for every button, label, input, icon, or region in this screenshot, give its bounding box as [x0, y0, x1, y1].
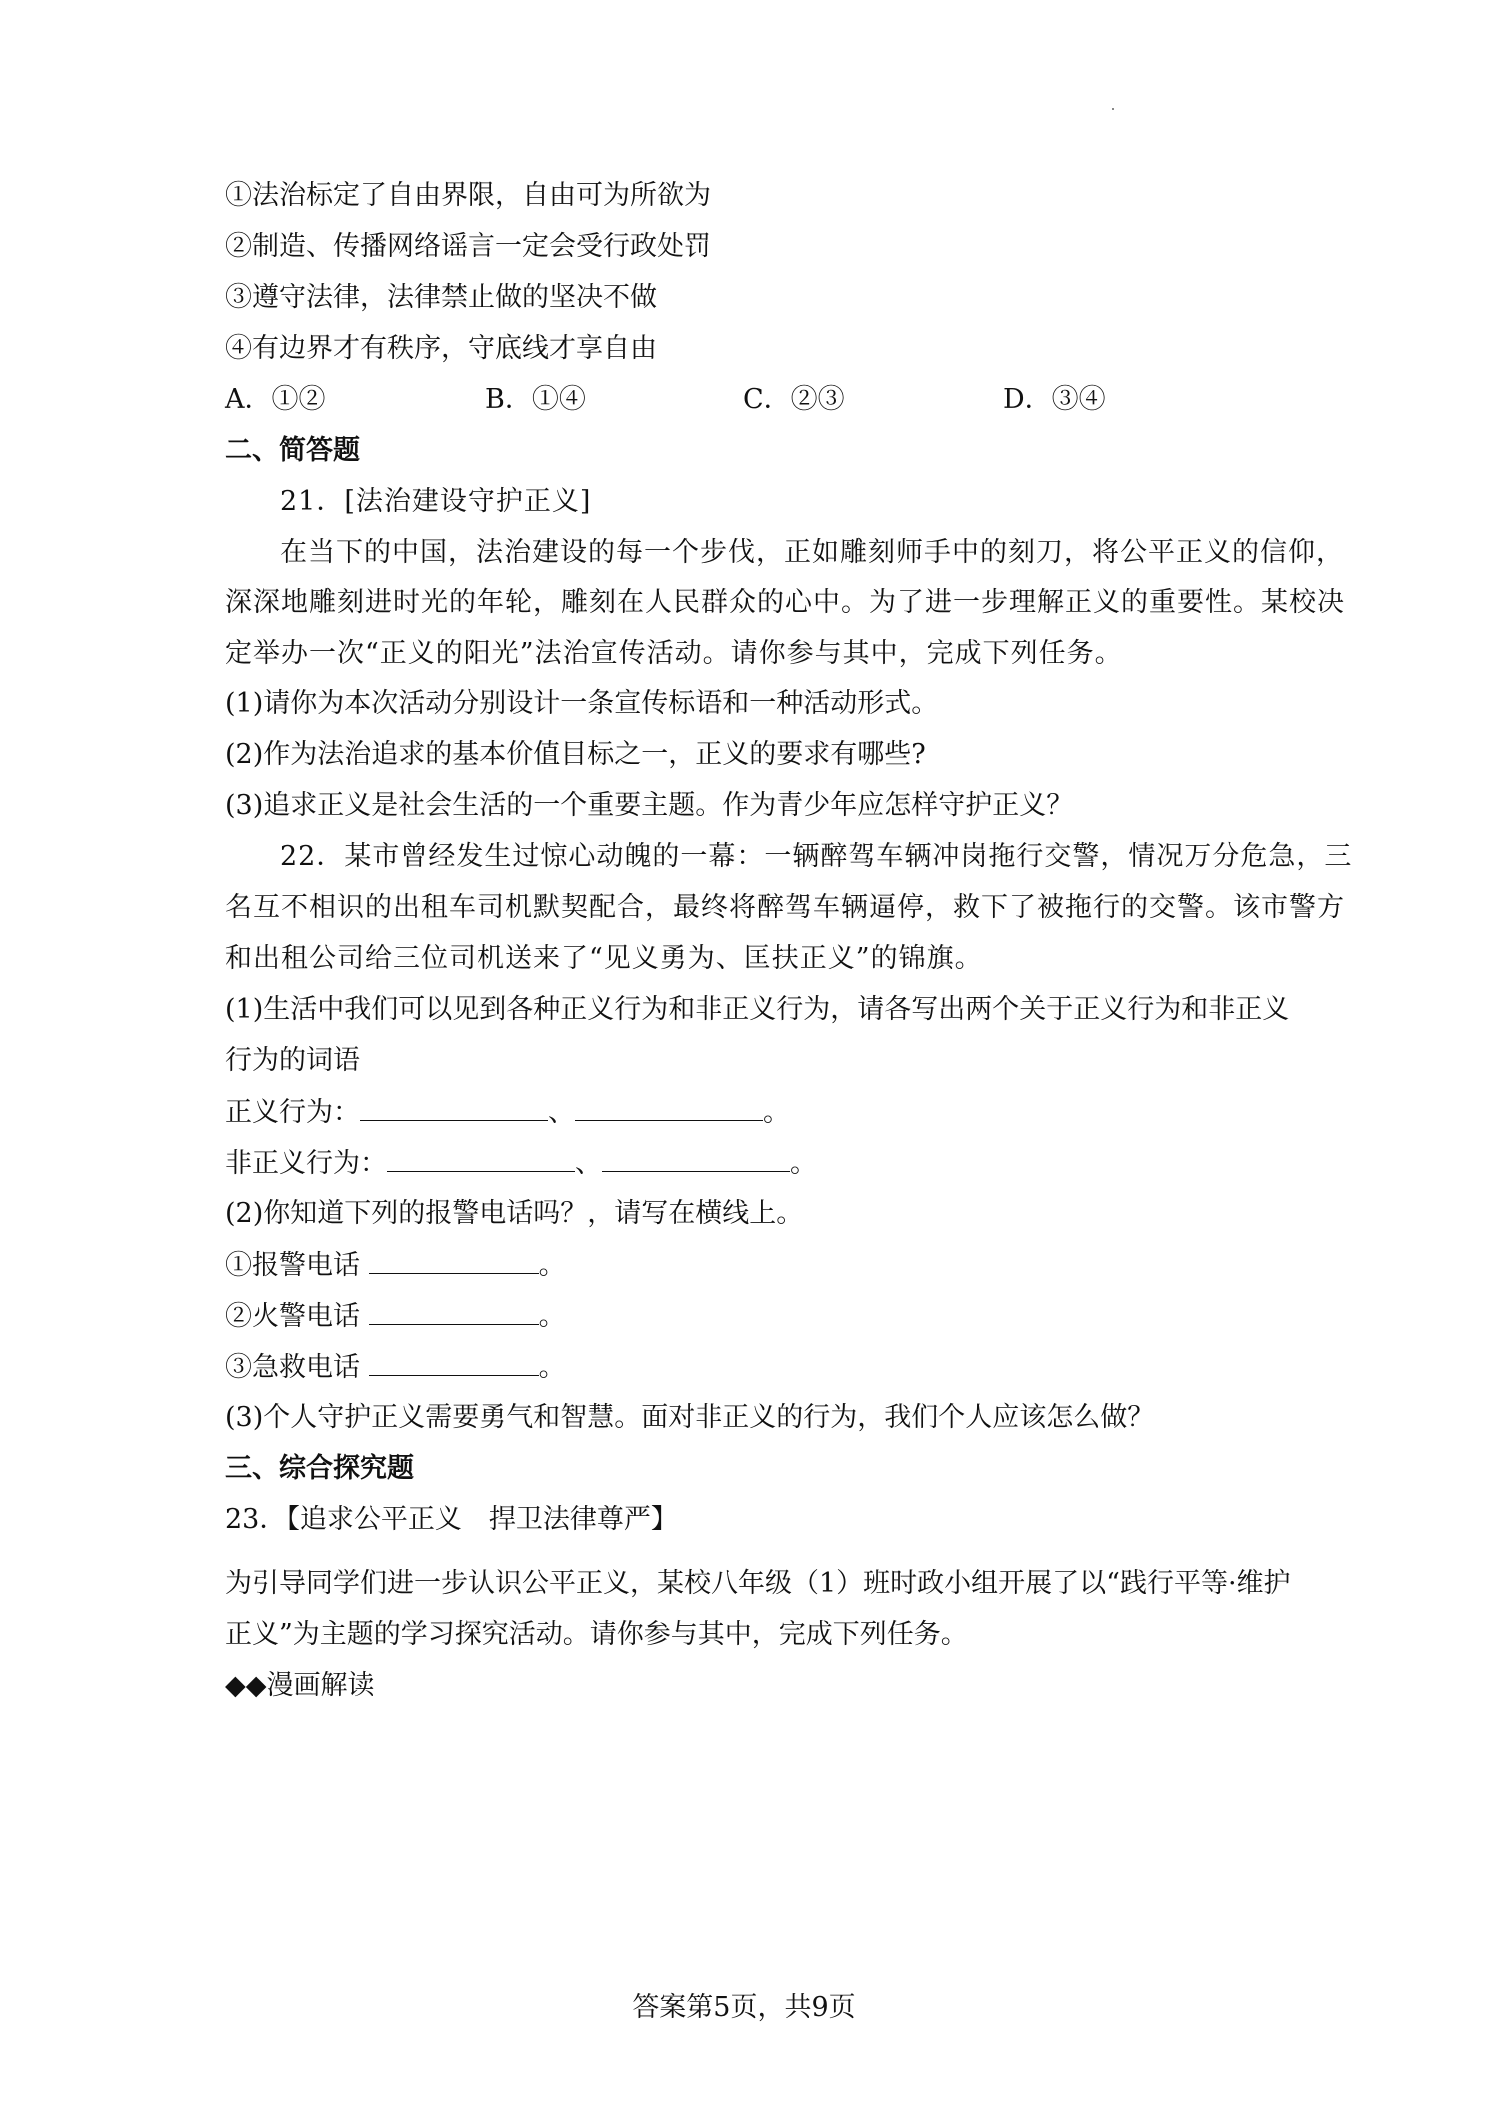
section-3-heading: 三、综合探究题 [225, 1453, 414, 1484]
q21-sub-3: (3)追求正义是社会生活的一个重要主题。作为青少年应怎样守护正义？ [225, 790, 1074, 821]
fire-phone-blank[interactable] [369, 1296, 539, 1325]
ambulance-phone-label: ③急救电话 [225, 1352, 360, 1383]
unjust-act-blank-1[interactable] [387, 1143, 575, 1172]
statement-1: ①法治标定了自由界限，自由可为所欲为 [225, 180, 711, 211]
just-acts-label: 正义行为： [225, 1097, 360, 1128]
q22-paragraph-line-3: 和出租公司给三位司机送来了“见义勇为、匡扶正义”的锦旗。 [225, 943, 983, 974]
q22-sub-2: (2)你知道下列的报警电话吗？，请写在横线上。 [225, 1198, 804, 1229]
police-phone-blank[interactable] [369, 1245, 539, 1274]
phone-row-fire: ②火警电话 。 [225, 1296, 566, 1337]
just-act-blank-2[interactable] [575, 1092, 763, 1121]
answer-option-b: B．①④ [485, 384, 586, 415]
statement-4: ④有边界才有秩序，守底线才享自由 [225, 333, 657, 364]
q23-paragraph-line-1: 为引导同学们进一步认识公平正义，某校八年级（1）班时政小组开展了以“践行平等·维护 [225, 1568, 1291, 1599]
unjust-act-blank-2[interactable] [602, 1143, 790, 1172]
q22-sub-1-line-2: 行为的词语 [225, 1045, 360, 1076]
diamond-bullet-icon: ◆◆ [225, 1670, 267, 1701]
answer-option-a: A．①② [225, 384, 326, 415]
comic-reading-label: 漫画解读 [266, 1670, 375, 1701]
q23-paragraph-line-2: 正义”为主题的学习探究活动。请你参与其中，完成下列任务。 [225, 1619, 968, 1650]
q23-title: 23．【追求公平正义 捍卫法律尊严】 [225, 1504, 678, 1535]
q22-sub-3: (3)个人守护正义需要勇气和智慧。面对非正义的行为，我们个人应该怎么做？ [225, 1402, 1155, 1433]
answer-option-c: C．②③ [743, 384, 845, 415]
phone-row-ambulance: ③急救电话 。 [225, 1347, 566, 1388]
just-act-blank-1[interactable] [360, 1092, 548, 1121]
answer-option-d: D．③④ [1003, 384, 1106, 415]
q21-sub-1: (1)请你为本次活动分别设计一条宣传标语和一种活动形式。 [225, 688, 939, 719]
unjust-acts-row: 非正义行为： 、 。 [225, 1143, 817, 1184]
comic-reading-heading [225, 1666, 375, 1706]
q22-paragraph-line-1: 22．某市曾经发生过惊心动魄的一幕：一辆醉驾车辆冲岗拖行交警，情况万分危急，三 [280, 841, 1353, 872]
unjust-acts-label: 非正义行为： [225, 1148, 387, 1179]
q21-paragraph-line-3: 定举办一次“正义的阳光”法治宣传活动。请你参与其中，完成下列任务。 [225, 638, 1123, 669]
scan-dot [1112, 108, 1114, 110]
q21-title: 21．[法治建设守护正义] [280, 486, 592, 517]
q21-sub-2: (2)作为法治追求的基本价值目标之一，正义的要求有哪些? [225, 739, 926, 770]
q21-paragraph-line-1: 在当下的中国，法治建设的每一个步伐，正如雕刻师手中的刻刀，将公平正义的信仰， [280, 537, 1344, 568]
statement-3: ③遵守法律，法律禁止做的坚决不做 [225, 282, 657, 313]
ambulance-phone-blank[interactable] [369, 1347, 539, 1376]
statement-2: ②制造、传播网络谣言一定会受行政处罚 [225, 231, 711, 262]
page-footer: 答案第5页，共9页 [632, 1992, 856, 2023]
section-2-heading: 二、简答题 [225, 435, 360, 466]
police-phone-label: ①报警电话 [225, 1250, 360, 1281]
q22-paragraph-line-2: 名互不相识的出租车司机默契配合，最终将醉驾车辆逼停，救下了被拖行的交警。该市警方 [225, 892, 1345, 923]
q21-paragraph-line-2: 深深地雕刻进时光的年轮，雕刻在人民群众的心中。为了进一步理解正义的重要性。某校决 [225, 587, 1345, 618]
q22-sub-1-line-1: (1)生活中我们可以见到各种正义行为和非正义行为，请各写出两个关于正义行为和非正义 [225, 994, 1290, 1025]
fire-phone-label: ②火警电话 [225, 1301, 360, 1332]
phone-row-police: ①报警电话 。 [225, 1245, 566, 1286]
just-acts-row: 正义行为： 、 。 [225, 1092, 790, 1133]
